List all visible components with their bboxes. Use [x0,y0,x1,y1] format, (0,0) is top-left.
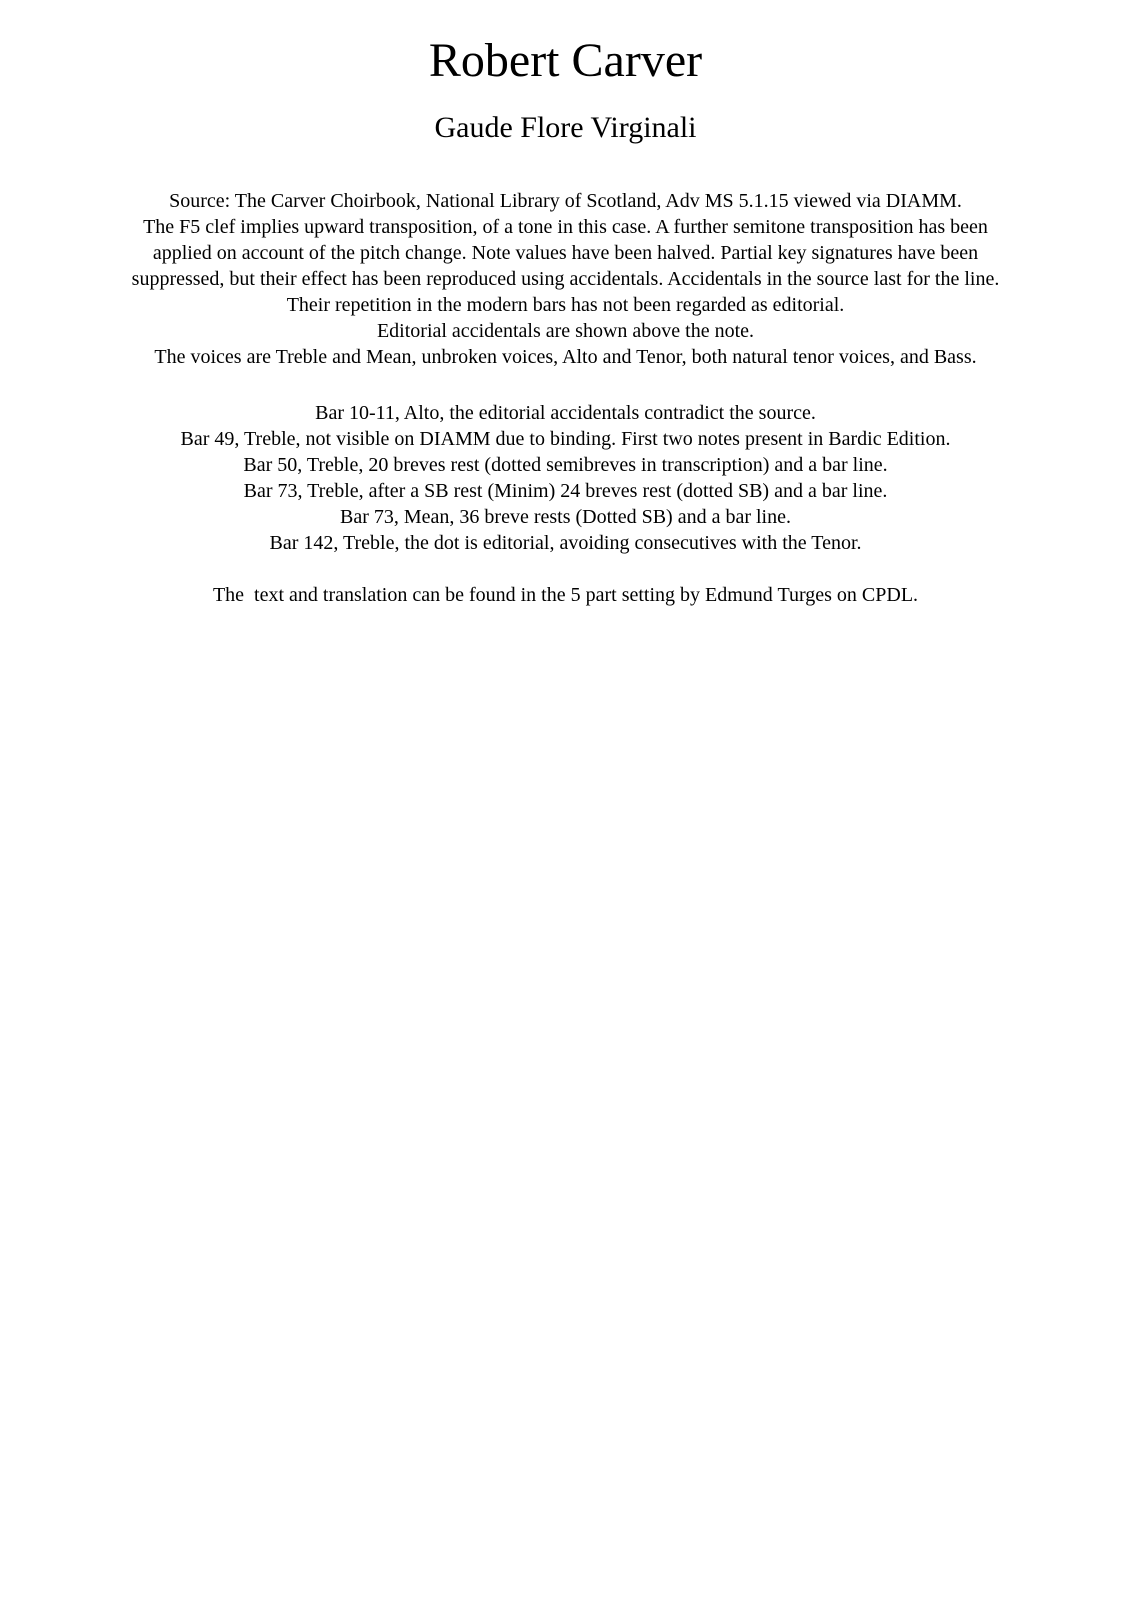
intro-line: Source: The Carver Choirbook, National Library of Scotland, Adv MS 5.1.15 viewed via DIAMM. [169,190,962,212]
bar-note: Bar 50, Treble, 20 breves rest (dotted semibreves in transcription) and a bar line. [243,454,888,476]
composer-title: Robert Carver [428,34,703,87]
intro-line: Their repetition in the modern bars has not been regarded as editorial. [286,294,845,316]
intro-line: applied on account of the pitch change. Note values have been halved. Partial key signatures have been [152,242,979,264]
bar-notes-list [0,400,1131,556]
bar-note: Bar 73, Mean, 36 breve rests (Dotted SB) and a bar line. [340,506,791,528]
intro-line: The F5 clef implies upward transposition, of a tone in this case. A further semitone transposition has been [143,216,988,238]
footer-line: The text and translation can be found in the 5 part setting by Edmund Turges on CPDL. [212,584,919,606]
bar-note: Bar 142, Treble, the dot is editorial, avoiding consecutives with the Tenor. [269,532,862,554]
intro-line: Editorial accidentals are shown above the note. [376,320,755,342]
text-translation-note [0,582,1131,608]
bar-note: Bar 73, Treble, after a SB rest (Minim) 24 breves rest (dotted SB) and a bar line. [243,480,888,502]
intro-line: suppressed, but their effect has been reproduced using accidentals. Accidentals in the source last for the line. [131,268,1000,290]
bar-note: Bar 49, Treble, not visible on DIAMM due to binding. First two notes present in Bardic Edition. [180,428,951,450]
intro-line: The voices are Treble and Mean, unbroken voices, Alto and Tenor, both natural tenor voices, and Bass. [154,346,977,368]
bar-note: Bar 10-11, Alto, the editorial accidentals contradict the source. [315,402,816,424]
source-notes-paragraph [0,188,1131,370]
work-title: Gaude Flore Virginali [434,111,697,144]
